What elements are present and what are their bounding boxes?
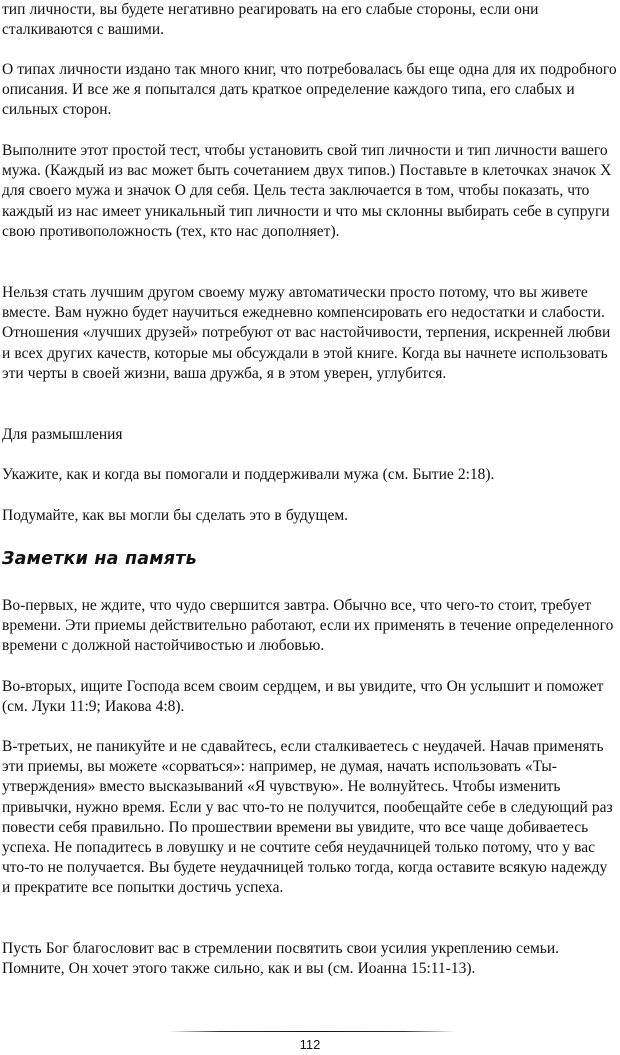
paragraph-second-point: Во-вторых, ищите Господа всем своим сердцем, и вы увидите, что Он услышит и поможет (см. Луки 11:9; Иакова 4:8).	[2, 678, 604, 716]
reflection-question-1: Укажите, как и когда вы помогали и поддерживали мужа (см. Бытие 2:18).	[2, 466, 495, 483]
reflection-question-2: Подумайте, как вы могли бы сделать это в будущем.	[2, 507, 349, 524]
paragraph-personality-books: О типах личности издано так много книг, что потребовалась бы еще одна для их подробного описания. И все же я попытался дать краткое определение каждого типа, его слабых и сильных сторон.	[2, 61, 617, 119]
paragraph-personality-test: Выполните этот простой тест, чтобы установить свой тип личности и тип личности вашего мужа. (Каждый из вас может быть сочетанием двух типов.) Поставьте в клеточках значок X для своего мужа и значок O для себя. Цель теста заключается в том, чтобы показать, что каждый из нас имеет уникальный тип личности и что мы склонны выбирать себе в супруги свою противоположность (тех, кто нас дополняет).	[2, 142, 612, 240]
paragraph-blessing: Пусть Бог благословит вас в стремлении посвятить свои усилия укреплению семьи. Помните, Он хочет этого также сильно, как и вы (см. Иоанна 15:11-13).	[2, 940, 560, 978]
footer-divider	[168, 1031, 456, 1032]
paragraph-third-point: В-третьих, не паникуйте и не сдавайтесь, если сталкиваетесь с неудачей. Начав применять эти приемы, вы можете «сорваться»: например, не думая, начать использовать «Ты-утверждения» вместо высказываний «Я чувствую». Не волнуйтесь. Чтобы изменить привычки, нужно время. Если у вас что-то не получится, пообещайте себе в следующий раз повести себя правильно. По прошествии времени вы увидите, что все чаще добиваетесь успеха. Не попадитесь в ловушку и не сочтите себя неудачницей только потому, что у вас что-то не получается. Вы будете неудачницей только тогда, когда оставите всякую надежду и прекратите все попытки достичь успеха.	[2, 738, 613, 897]
paragraph-first-point: Во-первых, не ждите, что чудо свершится завтра. Обычно все, что чего-то стоит, требует времени. Эти приемы действительно работают, если их применять в течение определенного времени с должной настойчивостью и любовью.	[2, 597, 614, 655]
paragraph-personality-conflict: тип личности, вы будете негативно реагировать на его слабые стороны, если они сталкиваются с вашими.	[2, 1, 539, 39]
page-number: 112	[299, 1037, 321, 1052]
paragraph-best-friend: Нельзя стать лучшим другом своему мужу автоматически просто потому, что вы живете вместе. Вам нужно будет научиться ежедневно компенсировать его недостатки и слабости. Отношения «лучших друзей» потребуют от вас настойчивости, терпения, искренней любви и всех других качеств, которые мы обсуждали в этой книге. Когда вы начнете использовать эти черты в своей жизни, ваша дружба, я в этом уверен, углубится.	[2, 284, 611, 382]
section-heading: Заметки на память	[2, 549, 197, 569]
reflection-label: Для размышления	[2, 426, 123, 443]
